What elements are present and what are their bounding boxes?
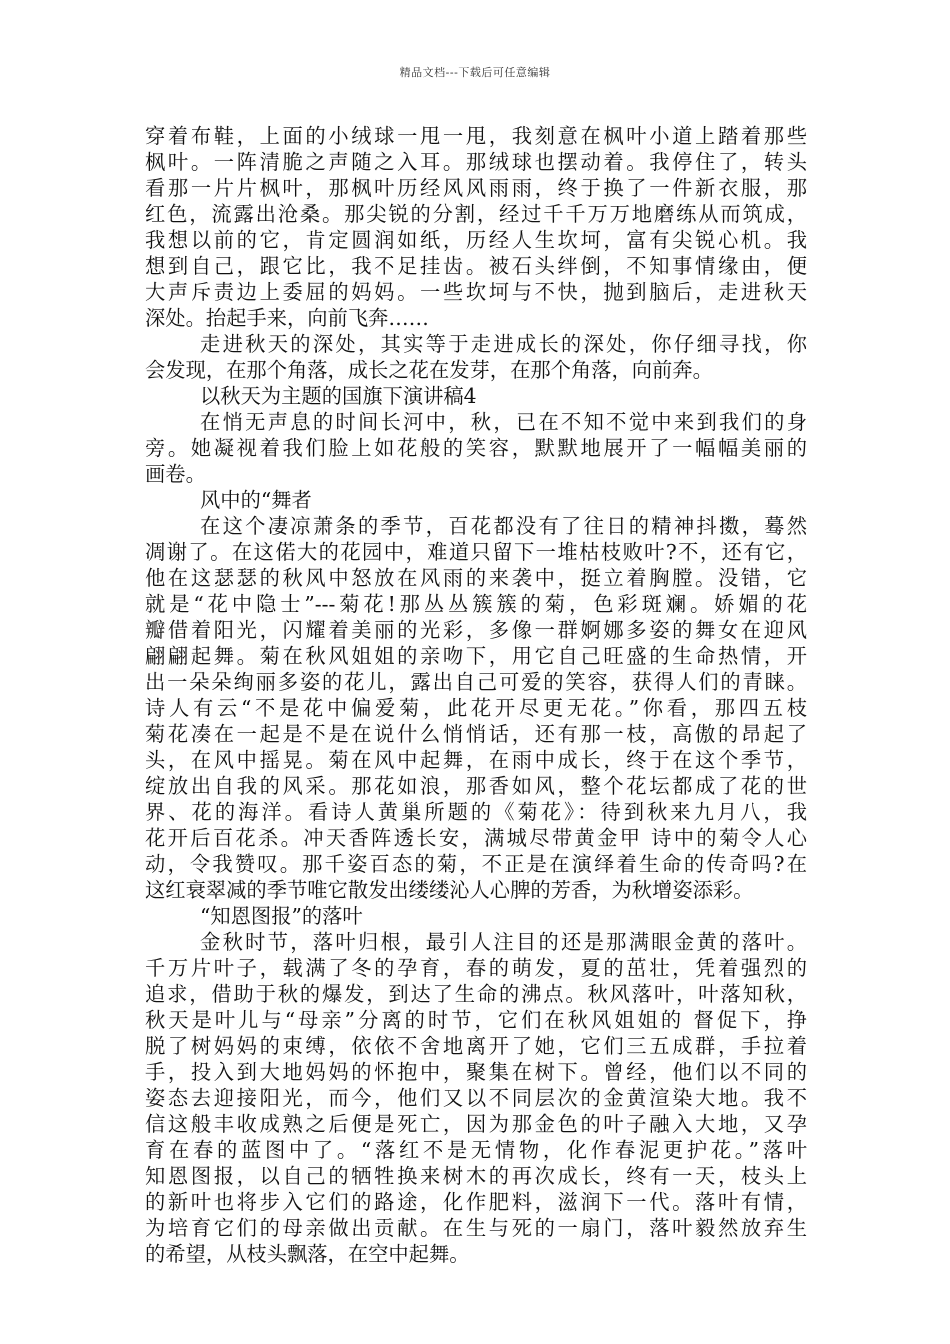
text-line: 穿着布鞋，上面的小绒球一甩一甩，我刻意在枫叶小道上踏着那些 xyxy=(145,124,807,148)
text-line: 育在春的蓝图中了。“落红不是无情物，化作春泥更护花。”落叶 xyxy=(145,1138,807,1162)
text-line: 秋天是叶儿与“母亲”分离的时节，它们在秋风姐姐的 督促下，挣 xyxy=(145,1008,807,1032)
text-line: 花开后百花杀。冲天香阵透长安，满城尽带黄金甲 诗中的菊令人心 xyxy=(145,826,807,850)
page-header: 精品文档---下载后可任意编辑 xyxy=(399,66,551,79)
text-line: 他在这瑟瑟的秋风中怒放在风雨的来袭中，挺立着胸膛。没错，它 xyxy=(145,566,807,590)
text-line: 头，在风中摇晃。菊在风中起舞，在雨中成长，终于在这个季节， xyxy=(145,748,807,772)
text-line: 红色，流露出沧桑。那尖锐的分割，经过千千万万地磨练从而筑成， xyxy=(145,202,807,226)
text-line: 追求，借助于秋的爆发，到达了生命的沸点。秋风落叶，叶落知秋， xyxy=(145,982,807,1006)
text-line: 旁。她凝视着我们脸上如花般的笑容，默默地展开了一幅幅美丽的 xyxy=(145,436,807,460)
text-line: 以秋天为主题的国旗下演讲稿4 xyxy=(200,384,477,408)
paragraph xyxy=(145,383,807,409)
text-line: 风中的“舞者 xyxy=(200,488,312,512)
text-line: 为培育它们的母亲做出贡献。在生与死的一扇门，落叶毅然放弃生 xyxy=(145,1216,807,1240)
text-line: 在悄无声息的时间长河中，秋，已在不知不觉中来到我们的身 xyxy=(200,410,807,434)
text-line: 动，令我赞叹。那千姿百态的菊，不正是在演绎着生命的传奇吗?在 xyxy=(145,852,807,876)
text-line: “知恩图报”的落叶 xyxy=(200,904,363,928)
text-line: 我想以前的它，肯定圆润如纸，历经人生坎坷，富有尖锐心机。我 xyxy=(145,228,807,252)
text-line: 枫叶。一阵清脆之声随之入耳。那绒球也摆动着。我停住了，转头 xyxy=(145,150,807,174)
text-line: 看那一片片枫叶，那枫叶历经风风雨雨，终于换了一件新衣服，那 xyxy=(145,176,807,200)
text-line: 就是“花中隐士”---菊花!那丛丛簇簇的菊，色彩斑斓。娇媚的花 xyxy=(145,592,807,616)
paragraph xyxy=(145,513,807,903)
text-line: 千万片叶子，载满了冬的孕育，春的萌发，夏的茁壮，凭着强烈的 xyxy=(145,956,807,980)
paragraph xyxy=(145,409,807,487)
text-line: 会发现，在那个角落，成长之花在发芽，在那个角落，向前奔。 xyxy=(145,358,713,382)
text-line: 姿态去迎接阳光，而今，他们又以不同层次的金黄渲染大地。我不 xyxy=(145,1086,807,1110)
text-line: 这红衰翠减的季节唯它散发出缕缕沁人心脾的芳香，为秋增姿添彩。 xyxy=(145,878,754,902)
text-line: 的新叶也将步入它们的路途，化作肥料，滋润下一代。落叶有情， xyxy=(145,1190,807,1214)
paragraph xyxy=(145,331,807,383)
text-line: 深处。抬起手来，向前飞奔…… xyxy=(145,306,429,330)
text-line: 绽放出自我的风采。那花如浪，那香如风，整个花坛都成了花的世 xyxy=(145,774,807,798)
text-line: 在这个凄凉萧条的季节，百花都没有了往日的精神抖擞，蓦然 xyxy=(200,514,807,538)
text-line: 走进秋天的深处，其实等于走进成长的深处，你仔细寻找，你 xyxy=(200,332,807,356)
text-line: 画卷。 xyxy=(145,462,206,486)
text-line: 的希望，从枝头飘落，在空中起舞。 xyxy=(145,1242,470,1266)
text-line: 菊花凑在一起是不是在说什么悄悄话，还有那一枝，高傲的昂起了 xyxy=(145,722,807,746)
text-line: 凋谢了。在这偌大的花园中，难道只留下一堆枯枝败叶?不，还有它， xyxy=(145,540,807,564)
text-line: 想到自己，跟它比，我不足挂齿。被石头绊倒，不知事情缘由，便 xyxy=(145,254,807,278)
paragraph xyxy=(145,487,807,513)
text-line: 出一朵朵绚丽多姿的花儿，露出自己可爱的笑容，获得人们的青睐。 xyxy=(145,670,807,694)
text-line: 知恩图报，以自己的牺牲换来树木的再次成长，终有一天，枝头上 xyxy=(145,1164,807,1188)
text-line: 界、花的海洋。看诗人黄巢所题的《菊花》：待到秋来九月八，我 xyxy=(145,800,807,824)
text-line: 手，投入到大地妈妈的怀抱中，聚集在树下。曾经，他们以不同的 xyxy=(145,1060,807,1084)
text-line: 翩翩起舞。菊在秋风姐姐的亲吻下，用它自己旺盛的生命热情，开 xyxy=(145,644,807,668)
text-line: 诗人有云“不是花中偏爱菊，此花开尽更无花。”你看，那四五枝 xyxy=(145,696,807,720)
text-line: 大声斥责边上委屈的妈妈。一些坎坷与不快，抛到脑后，走进秋天 xyxy=(145,280,807,304)
text-line: 金秋时节，落叶归根，最引人注目的还是那满眼金黄的落叶。 xyxy=(200,930,807,954)
paragraph xyxy=(145,929,807,1267)
text-line: 瓣借着阳光，闪耀着美丽的光彩，多像一群婀娜多姿的舞女在迎风 xyxy=(145,618,807,642)
document-body xyxy=(145,123,807,1267)
paragraph xyxy=(145,123,807,331)
paragraph xyxy=(145,903,807,929)
text-line: 信这般丰收成熟之后便是死亡，因为那金色的叶子融入大地，又孕 xyxy=(145,1112,807,1136)
text-line: 脱了树妈妈的束缚，依依不舍地离开了她，它们三五成群，手拉着 xyxy=(145,1034,807,1058)
